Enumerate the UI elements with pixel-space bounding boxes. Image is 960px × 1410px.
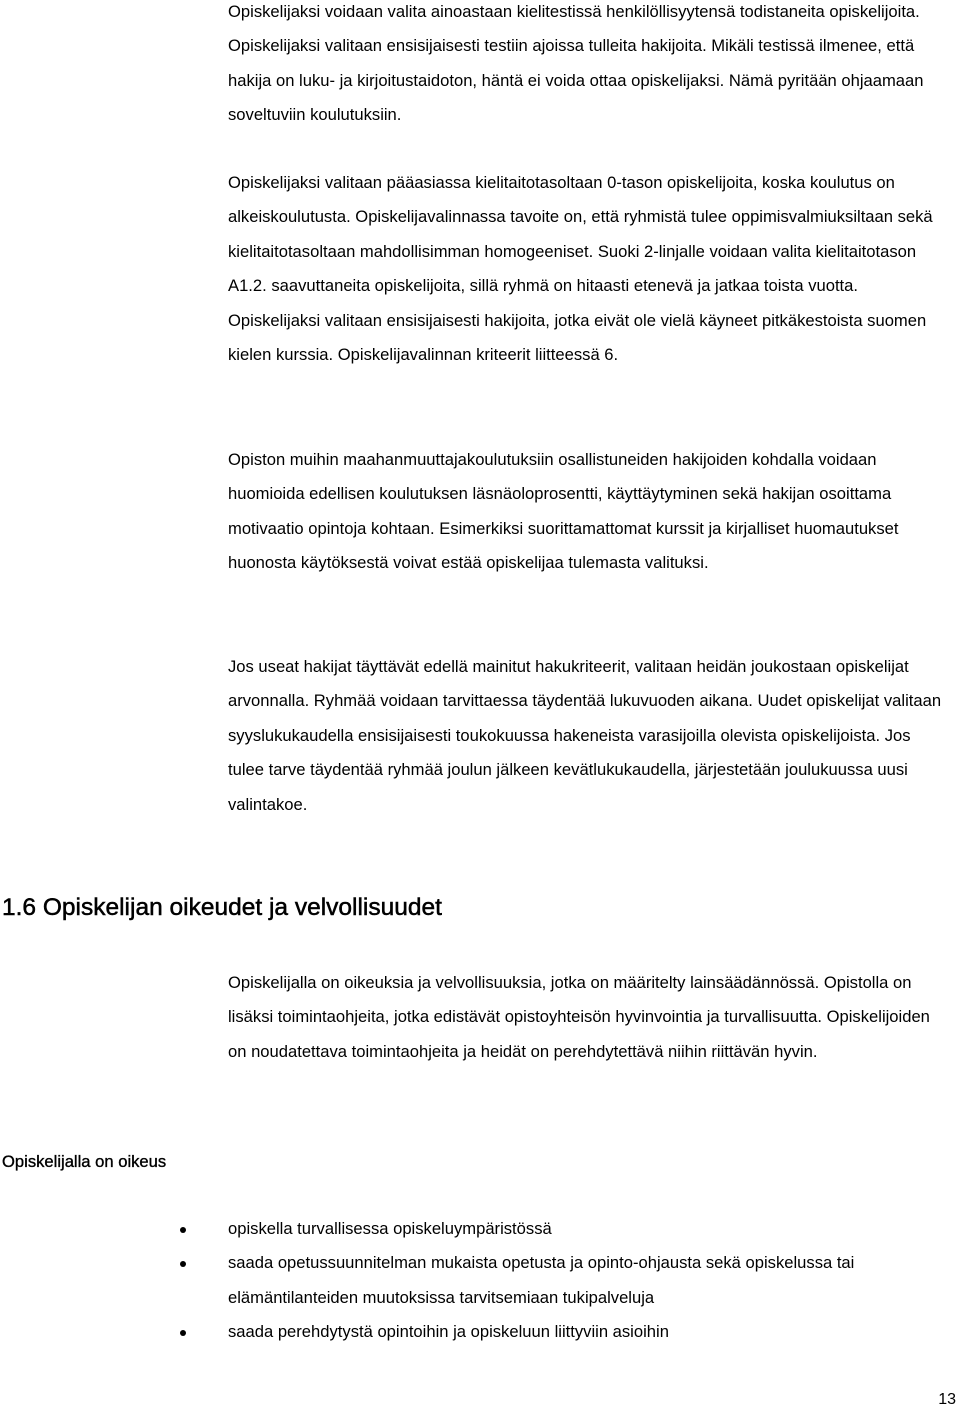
rights-subheading: Opiskelijalla on oikeus bbox=[2, 1152, 167, 1171]
list-item bbox=[0, 1246, 956, 1315]
paragraph-admission-level: Opiskelijaksi valitaan pääasiassa kielitaitotasoltaan 0-tason opiskelijoita, koska koulutus on alkeiskoulutusta. Opiskelijavalinnassa tavoite on, että ryhmistä tulee oppimisvalmiuksiltaan sekä kielitaitotasoltaan mahdollisimman homogeeniset. Suoki 2-linjalle voidaan valita kielitaitotason A1.2. saavuttaneita opiskelijoita, sillä ryhmä on hitaasti etenevä ja jatkaa toista vuotta. Opiskelijaksi valitaan ensisijaisesti hakijoita, jotka eivät ole vielä käyneet pitkäkestoista suomen kielen kurssia. Opiskelijavalinnan kriteerit liitteessä 6. bbox=[228, 173, 933, 365]
list-item-text: saada perehdytystä opintoihin ja opiskeluun liittyviin asioihin bbox=[228, 1322, 669, 1342]
list-item-text: opiskella turvallisessa opiskeluympäristössä bbox=[228, 1219, 552, 1238]
rights-list bbox=[0, 1212, 960, 1350]
page-number: 13 bbox=[938, 1391, 956, 1408]
list-item-text: saada opetussuunnitelman mukaista opetusta ja opinto-ohjausta sekä opiskelussa tai elämäntilanteiden muutoksissa tarvitsemiaan tukipalveluja bbox=[228, 1253, 855, 1307]
list-item bbox=[0, 1315, 956, 1349]
bullet-icon bbox=[180, 1261, 186, 1267]
paragraph-lottery-selection: Jos useat hakijat täyttävät edellä mainitut hakukriteerit, valitaan heidän joukostaan opiskelijat arvonnalla. Ryhmää voidaan tarvittaessa täydentää lukuvuoden aikana. Uudet opiskelijat valitaan syyslukukaudella ensisijaisesti toukokuussa hakeneista varasijoilla olevista opiskelijoista. Jos tulee tarve täydentää ryhmää joulun jälkeen kevätlukukaudella, järjestetään joulukuussa uusi valintakoe. bbox=[228, 657, 942, 814]
section-heading: 1.6 Opiskelijan oikeudet ja velvollisuudet bbox=[2, 894, 442, 921]
bullet-icon bbox=[180, 1227, 186, 1233]
paragraph-previous-training: Opiston muihin maahanmuuttajakoulutuksiin osallistuneiden hakijoiden kohdalla voidaan huomioida edellisen koulutuksen läsnäoloprosentti, käyttäytyminen sekä hakijan osoittama motivaatio opintoja kohtaan. Esimerkiksi suorittamattomat kurssit ja kirjalliset huomautukset huonosta käytöksestä voivat estää opiskelijaa tulemasta valituksi. bbox=[228, 450, 899, 573]
paragraph-rights-intro: Opiskelijalla on oikeuksia ja velvollisuuksia, jotka on määritelty lainsäädännössä. Opistolla on lisäksi toimintaohjeita, jotka edistävät opistoyhteisön hyvinvointia ja turvallisuutta. Opiskelijoiden on noudatettava toimintaohjeita ja heidät on perehdytettävä niihin riittävän hyvin. bbox=[228, 973, 930, 1061]
bullet-icon bbox=[180, 1330, 186, 1336]
paragraph-admission-language-test: Opiskelijaksi voidaan valita ainoastaan kielitestissä henkilöllisyytensä todistaneita opiskelijoita. Opiskelijaksi valitaan ensisijaisesti testiin ajoissa tulleita hakijoita. Mikäli testissä ilmenee, että hakija on luku- ja kirjoitustaidoton, häntä ei voida ottaa opiskelijaksi. Nämä pyritään ohjaamaan soveltuviin koulutuksiin. bbox=[228, 2, 924, 125]
list-item bbox=[0, 1212, 956, 1246]
